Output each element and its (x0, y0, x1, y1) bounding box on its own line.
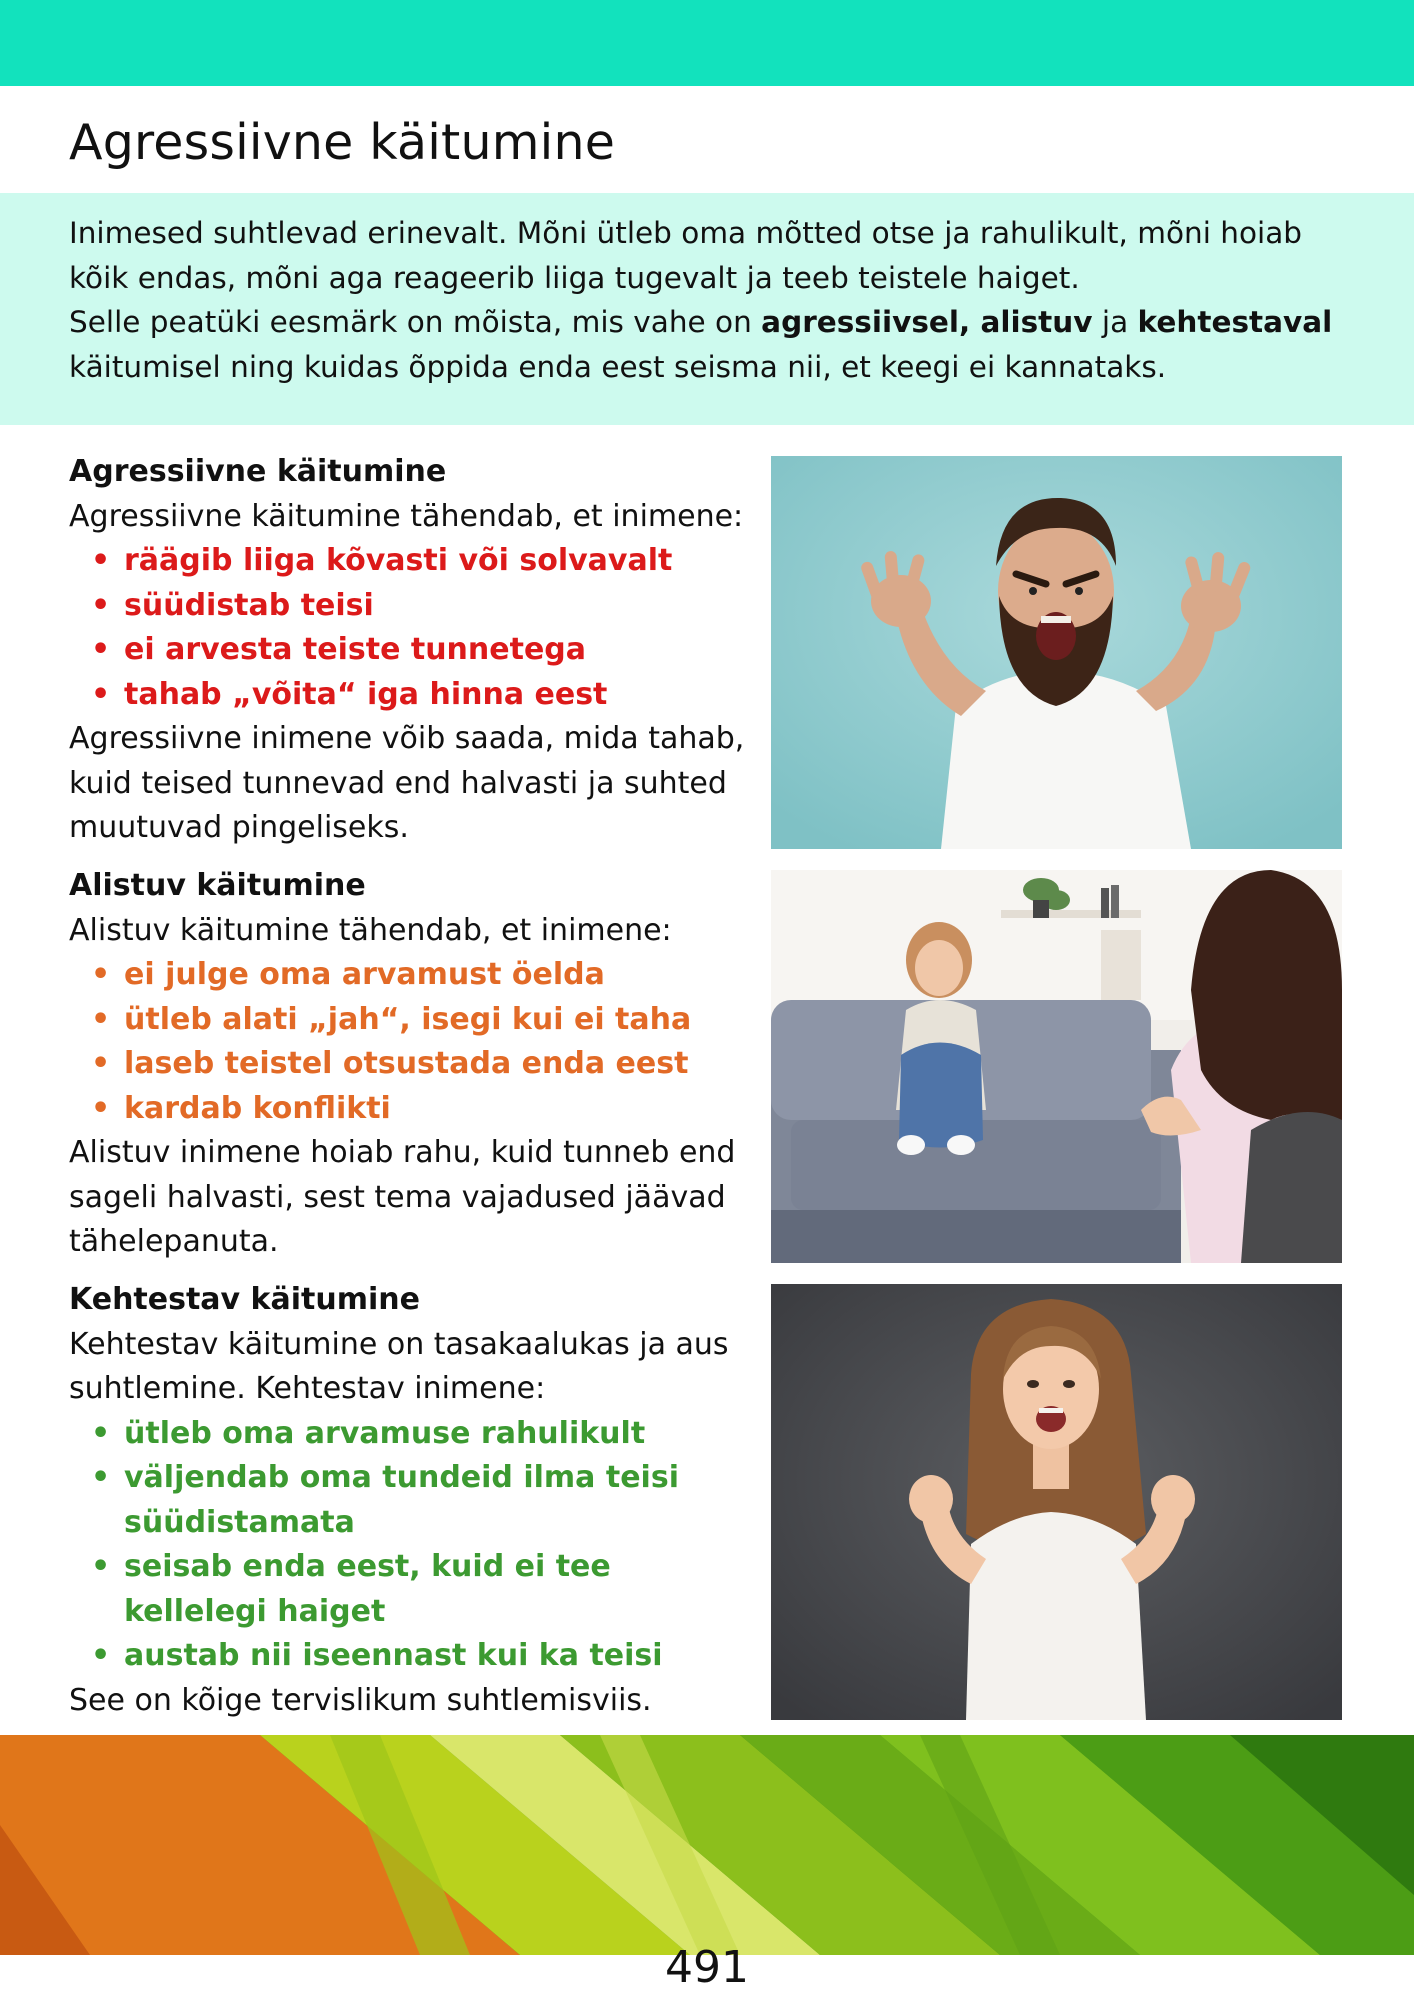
list-item: • väljendab oma tundeid ilma teisi süüdistamata (124, 1456, 739, 1545)
bullet-list (69, 539, 749, 717)
list-item: • austab nii iseennast kui ka teisi (124, 1634, 739, 1679)
list-item: • ei julge oma arvamust öelda (124, 953, 749, 998)
page-number: 491 (665, 1942, 749, 1993)
intro-paragraph-1: Inimesed suhtlevad erinevalt. Mõni ütleb oma mõtted otse ja rahulikult, mõni hoiab kõik endas, mõni aga reageerib liiga tugevalt ja teeb teistele haiget. (69, 216, 1303, 295)
section-submissive (69, 864, 749, 1265)
bullet-list (69, 953, 749, 1131)
top-accent-bar (0, 0, 1414, 86)
section-lead: Kehtestav käitumine on tasakaalukas ja aus suhtlemine. Kehtestav inimene: (69, 1326, 729, 1406)
section-title: Kehtestav käitumine (69, 1282, 420, 1317)
intro-text: Selle peatüki eesmärk on mõista, mis vahe on (69, 305, 762, 339)
section-assertive (69, 1278, 739, 1723)
section-summary: Alistuv inimene hoiab rahu, kuid tunneb end sageli halvasti, sest tema vajadused jäävad tähelepanuta. (69, 1135, 736, 1259)
list-item: • räägib liiga kõvasti või solvavalt (124, 539, 749, 584)
intro-bold-assertive: kehtestaval (1137, 305, 1333, 339)
photo-child-on-sofa (771, 870, 1342, 1263)
list-item: • seisab enda eest, kuid ei tee kellelegi haiget (124, 1545, 739, 1634)
intro-paragraph-2 (69, 300, 1354, 389)
section-title: Agressiivne käitumine (69, 454, 447, 489)
list-item: • ei arvesta teiste tunnetega (124, 628, 749, 673)
angry-man-illustration (771, 456, 1342, 849)
photo-happy-woman (771, 1284, 1342, 1720)
intro-bold-aggressive-submissive: agressiivsel, alistuv (761, 305, 1093, 339)
list-item: • kardab konflikti (124, 1087, 749, 1132)
list-item: • tahab „võita“ iga hinna eest (124, 673, 749, 718)
section-summary: See on kõige tervislikum suhtlemisviis. (69, 1682, 652, 1718)
section-lead: Alistuv käitumine tähendab, et inimene: (69, 912, 672, 948)
bullet-list (69, 1412, 739, 1679)
section-title: Alistuv käitumine (69, 868, 366, 903)
intro-box (0, 193, 1414, 425)
section-summary: Agressiivne inimene võib saada, mida tahab, kuid teised tunnevad end halvasti ja suhted muutuvad pingeliseks. (69, 721, 745, 845)
footer-decorative-image (0, 1735, 1414, 1955)
list-item: • laseb teistel otsustada enda eest (124, 1042, 749, 1087)
section-aggressive (69, 450, 749, 851)
footer-stripes-illustration (0, 1735, 1414, 1955)
child-therapy-illustration (771, 870, 1342, 1263)
happy-woman-illustration (771, 1284, 1342, 1720)
section-lead: Agressiivne käitumine tähendab, et inimene: (69, 498, 744, 534)
photo-angry-man (771, 456, 1342, 849)
page-title: Agressiivne käitumine (69, 114, 616, 171)
list-item: • süüdistab teisi (124, 584, 749, 629)
list-item: • ütleb alati „jah“, isegi kui ei taha (124, 998, 749, 1043)
intro-text: käitumisel ning kuidas õppida enda eest seisma nii, et keegi ei kannataks. (69, 349, 1167, 384)
intro-text: ja (1092, 305, 1138, 339)
list-item: • ütleb oma arvamuse rahulikult (124, 1412, 739, 1457)
